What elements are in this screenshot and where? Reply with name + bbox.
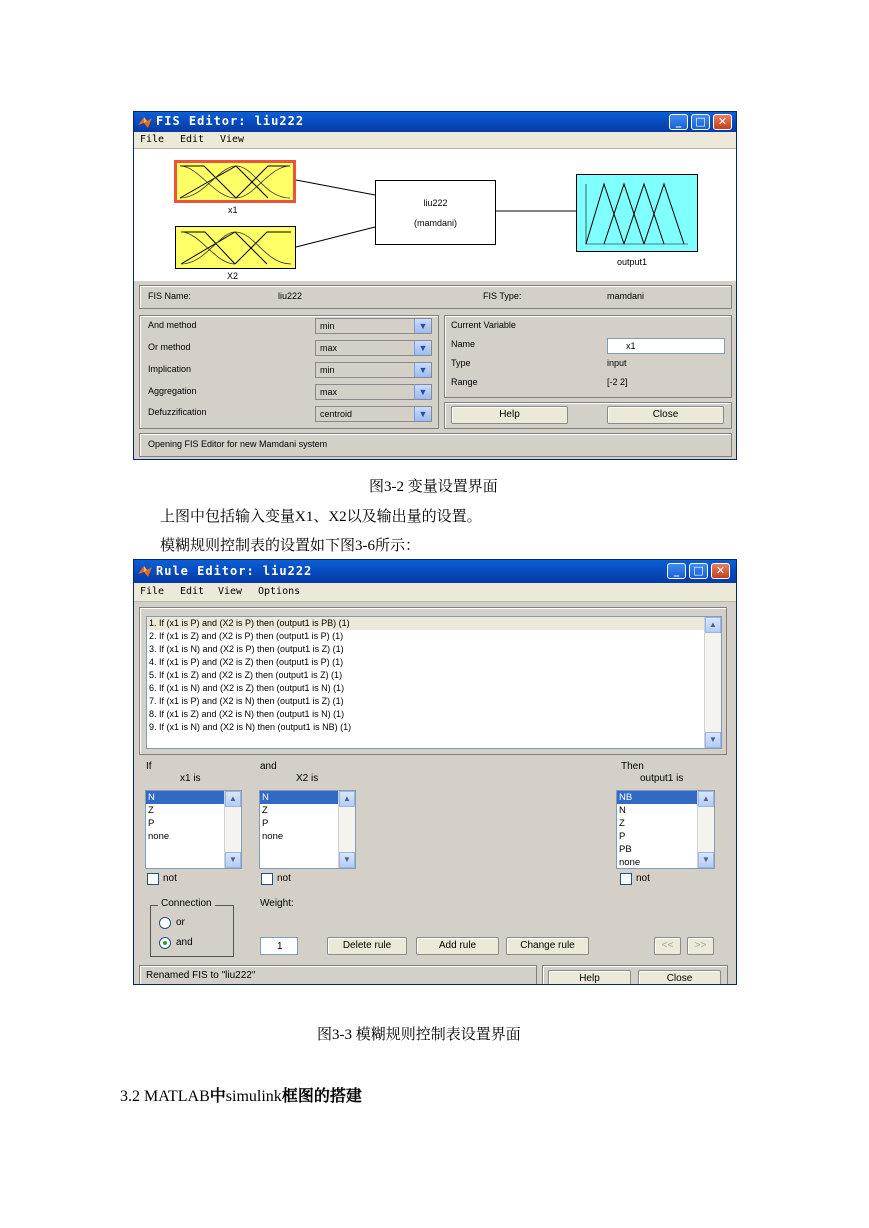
list-item[interactable]: P (148, 818, 155, 829)
list-item[interactable]: Z (148, 805, 154, 816)
minimize-icon[interactable]: _ (667, 563, 686, 579)
defuzzification-select[interactable] (315, 406, 432, 422)
fis-button-panel (444, 402, 732, 429)
rule-item[interactable]: 4. If (x1 is P) and (X2 is Z) then (output1 is P) (1) (149, 657, 344, 667)
rule-editor-window (133, 559, 737, 985)
x2-is-label: X2 is (296, 773, 319, 784)
current-variable-panel (444, 315, 732, 398)
fis-system-box[interactable] (375, 180, 496, 245)
rules-list[interactable] (146, 616, 722, 749)
x1-not-checkbox[interactable] (147, 873, 159, 885)
rule-status-text: Renamed FIS to "liu222" (146, 970, 256, 981)
output-scrollbar[interactable] (697, 791, 714, 868)
add-rule-button[interactable]: Add rule (416, 937, 499, 955)
system-name: liu222 (423, 198, 448, 208)
or-radio-label: or (176, 917, 185, 928)
fis-menubar (134, 132, 736, 149)
variable-name-value: x1 (626, 341, 636, 351)
fis-status-panel (139, 433, 732, 457)
or-method-value: max (320, 343, 338, 353)
section-heading-simulink: simulink (225, 1088, 282, 1105)
aggregation-value: max (320, 387, 338, 397)
help-button[interactable]: Help (451, 406, 568, 424)
previous-button[interactable]: << (654, 937, 681, 955)
implication-value: min (320, 365, 335, 375)
implication-select[interactable] (315, 362, 432, 378)
change-rule-button[interactable]: Change rule (506, 937, 589, 955)
and-method-select[interactable] (315, 318, 432, 334)
close-icon[interactable]: ✕ (713, 114, 732, 130)
variable-name-field[interactable] (607, 338, 725, 354)
fis-status-text: Opening FIS Editor for new Mamdani system (148, 439, 328, 449)
or-radio[interactable] (159, 917, 171, 929)
menu-file[interactable]: File (140, 134, 165, 145)
list-item[interactable]: Z (262, 805, 268, 816)
x2-not-checkbox[interactable] (261, 873, 273, 885)
list-item[interactable]: N (260, 791, 355, 804)
list-item[interactable]: none (619, 857, 641, 868)
x1-mf-list[interactable] (145, 790, 242, 869)
output1-label: output1 (617, 257, 648, 267)
methods-panel (139, 315, 439, 429)
close-button[interactable]: Close (607, 406, 724, 424)
chevron-down-icon: ▼ (414, 341, 431, 355)
next-button[interactable]: >> (687, 937, 714, 955)
aggregation-select[interactable] (315, 384, 432, 400)
list-item[interactable]: NB (617, 791, 714, 804)
defuzzification-label: Defuzzification (148, 407, 207, 417)
and-method-label: And method (148, 320, 197, 330)
list-item[interactable]: Z (619, 818, 625, 829)
x1-is-label: x1 is (180, 773, 201, 784)
paragraph-rule-table: 模糊规则控制表的设置如下图3-6所示： (160, 538, 420, 554)
menu-edit[interactable]: Edit (180, 134, 205, 145)
connection-label: Connection (158, 898, 215, 909)
rule-item[interactable]: 1. If (x1 is P) and (X2 is P) then (output1 is PB) (1) (147, 617, 721, 630)
or-method-select[interactable] (315, 340, 432, 356)
minimize-icon[interactable]: _ (669, 114, 688, 130)
fis-diagram (134, 149, 736, 281)
section-heading (120, 1083, 362, 1106)
aggregation-label: Aggregation (148, 386, 197, 396)
fis-editor-title: FIS Editor: liu222 (156, 114, 305, 128)
x1-not-label: not (163, 873, 177, 884)
chevron-down-icon: ▼ (414, 363, 431, 377)
rule-button-panel (542, 965, 728, 985)
rule-item[interactable]: 2. If (x1 is Z) and (X2 is P) then (output1 is P) (1) (149, 631, 344, 641)
close-icon[interactable]: ✕ (711, 563, 730, 579)
variable-name-label: Name (451, 339, 476, 349)
and-method-value: min (320, 321, 335, 331)
defuzzification-value: centroid (320, 409, 353, 419)
rule-help-button[interactable]: Help (548, 970, 631, 985)
output-mf-list[interactable] (616, 790, 715, 869)
chevron-down-icon: ▼ (414, 385, 431, 399)
rule-close-button[interactable]: Close (638, 970, 721, 985)
section-heading-number: 3.2 MATLAB (120, 1088, 210, 1105)
connection-group (150, 905, 234, 957)
variable-range-label: Range (451, 377, 478, 387)
rule-item[interactable]: 5. If (x1 is Z) and (X2 is Z) then (output1 is Z) (1) (149, 670, 343, 680)
x1-scrollbar[interactable] (224, 791, 241, 868)
or-method-label: Or method (148, 342, 191, 352)
fis-type-label: FIS Type: (483, 291, 522, 301)
weight-label: Weight: (260, 898, 294, 909)
scroll-up-icon[interactable]: ▲ (339, 791, 355, 807)
system-type: (mamdani) (413, 218, 457, 228)
scroll-down-icon[interactable]: ▼ (339, 852, 355, 868)
delete-rule-button[interactable]: Delete rule (327, 937, 407, 955)
menu-view[interactable]: View (218, 586, 243, 597)
rule-editor-titlebar[interactable] (134, 560, 736, 583)
fis-name-value: liu222 (278, 291, 303, 301)
variable-type-label: Type (451, 358, 471, 368)
list-item[interactable]: N (146, 791, 241, 804)
list-item[interactable]: N (619, 805, 626, 816)
and-label: and (260, 761, 277, 772)
rule-status-panel (139, 965, 537, 985)
rule-item[interactable]: 7. If (x1 is P) and (X2 is N) then (output1 is Z) (1) (149, 696, 344, 706)
list-item[interactable]: P (619, 831, 626, 842)
list-item[interactable]: none (262, 831, 284, 842)
scroll-up-icon[interactable]: ▲ (698, 791, 714, 807)
maximize-icon[interactable]: □ (691, 114, 710, 130)
output-not-checkbox[interactable] (620, 873, 632, 885)
maximize-icon[interactable]: □ (689, 563, 708, 579)
rule-item[interactable]: 6. If (x1 is N) and (X2 is Z) then (output1 is N) (1) (149, 683, 345, 693)
menu-view[interactable]: View (220, 134, 245, 145)
rule-item[interactable]: 9. If (x1 is N) and (X2 is N) then (output1 is NB) (1) (149, 722, 352, 732)
then-label: Then (621, 761, 644, 772)
menu-edit[interactable]: Edit (180, 586, 205, 597)
rules-panel (139, 607, 727, 755)
fis-type-value: mamdani (607, 291, 645, 301)
rule-item[interactable]: 8. If (x1 is Z) and (X2 is N) then (output1 is N) (1) (149, 709, 345, 719)
section-heading-mid: 中 (209, 1088, 226, 1105)
rules-scrollbar[interactable] (704, 617, 721, 748)
matlab-logo-icon (138, 564, 152, 578)
list-item[interactable]: P (262, 818, 269, 829)
x2-not-label: not (277, 873, 291, 884)
section-heading-tail: 框图的搭建 (281, 1088, 362, 1105)
x2-scrollbar[interactable] (338, 791, 355, 868)
current-variable-heading: Current Variable (451, 320, 516, 330)
fis-name-label: FIS Name: (148, 291, 192, 301)
output-not-label: not (636, 873, 650, 884)
input-x1-label: x1 (228, 205, 238, 215)
figure-caption-3-3: 图3-3 模糊规则控制表设置界面 (317, 1027, 521, 1043)
chevron-down-icon: ▼ (414, 407, 431, 421)
implication-label: Implication (148, 364, 192, 374)
scroll-down-icon[interactable]: ▼ (705, 732, 721, 748)
fis-name-panel (139, 285, 732, 309)
if-label: If (146, 761, 152, 772)
figure-caption-3-2: 图3-2 变量设置界面 (369, 479, 498, 495)
list-item[interactable]: none (148, 831, 170, 842)
fis-editor-window (133, 111, 737, 460)
menu-file[interactable]: File (140, 586, 165, 597)
scroll-up-icon[interactable]: ▲ (705, 617, 721, 633)
scroll-up-icon[interactable]: ▲ (225, 791, 241, 807)
variable-range-value: [-2 2] (607, 377, 628, 387)
fis-editor-titlebar[interactable] (134, 112, 736, 132)
scroll-down-icon[interactable]: ▼ (698, 852, 714, 868)
and-radio-label: and (176, 937, 193, 948)
and-radio[interactable] (159, 937, 171, 949)
weight-value: 1 (277, 941, 283, 952)
scroll-down-icon[interactable]: ▼ (225, 852, 241, 868)
variable-type-value: input (607, 358, 627, 368)
input-x2-label: X2 (227, 271, 239, 281)
output1-is-label: output1 is (640, 773, 684, 784)
matlab-logo-icon (138, 115, 152, 129)
rule-menubar (134, 583, 736, 602)
weight-field[interactable] (260, 937, 298, 955)
x2-mf-list[interactable] (259, 790, 356, 869)
rule-editor-title: Rule Editor: liu222 (156, 564, 313, 578)
rule-item[interactable]: 3. If (x1 is N) and (X2 is P) then (output1 is Z) (1) (149, 644, 344, 654)
chevron-down-icon: ▼ (414, 319, 431, 333)
paragraph-inputs: 上图中包括输入变量X1、X2以及输出量的设置。 (160, 509, 482, 525)
menu-options[interactable]: Options (258, 586, 301, 597)
list-item[interactable]: PB (619, 844, 632, 855)
output1-box[interactable] (576, 174, 698, 252)
